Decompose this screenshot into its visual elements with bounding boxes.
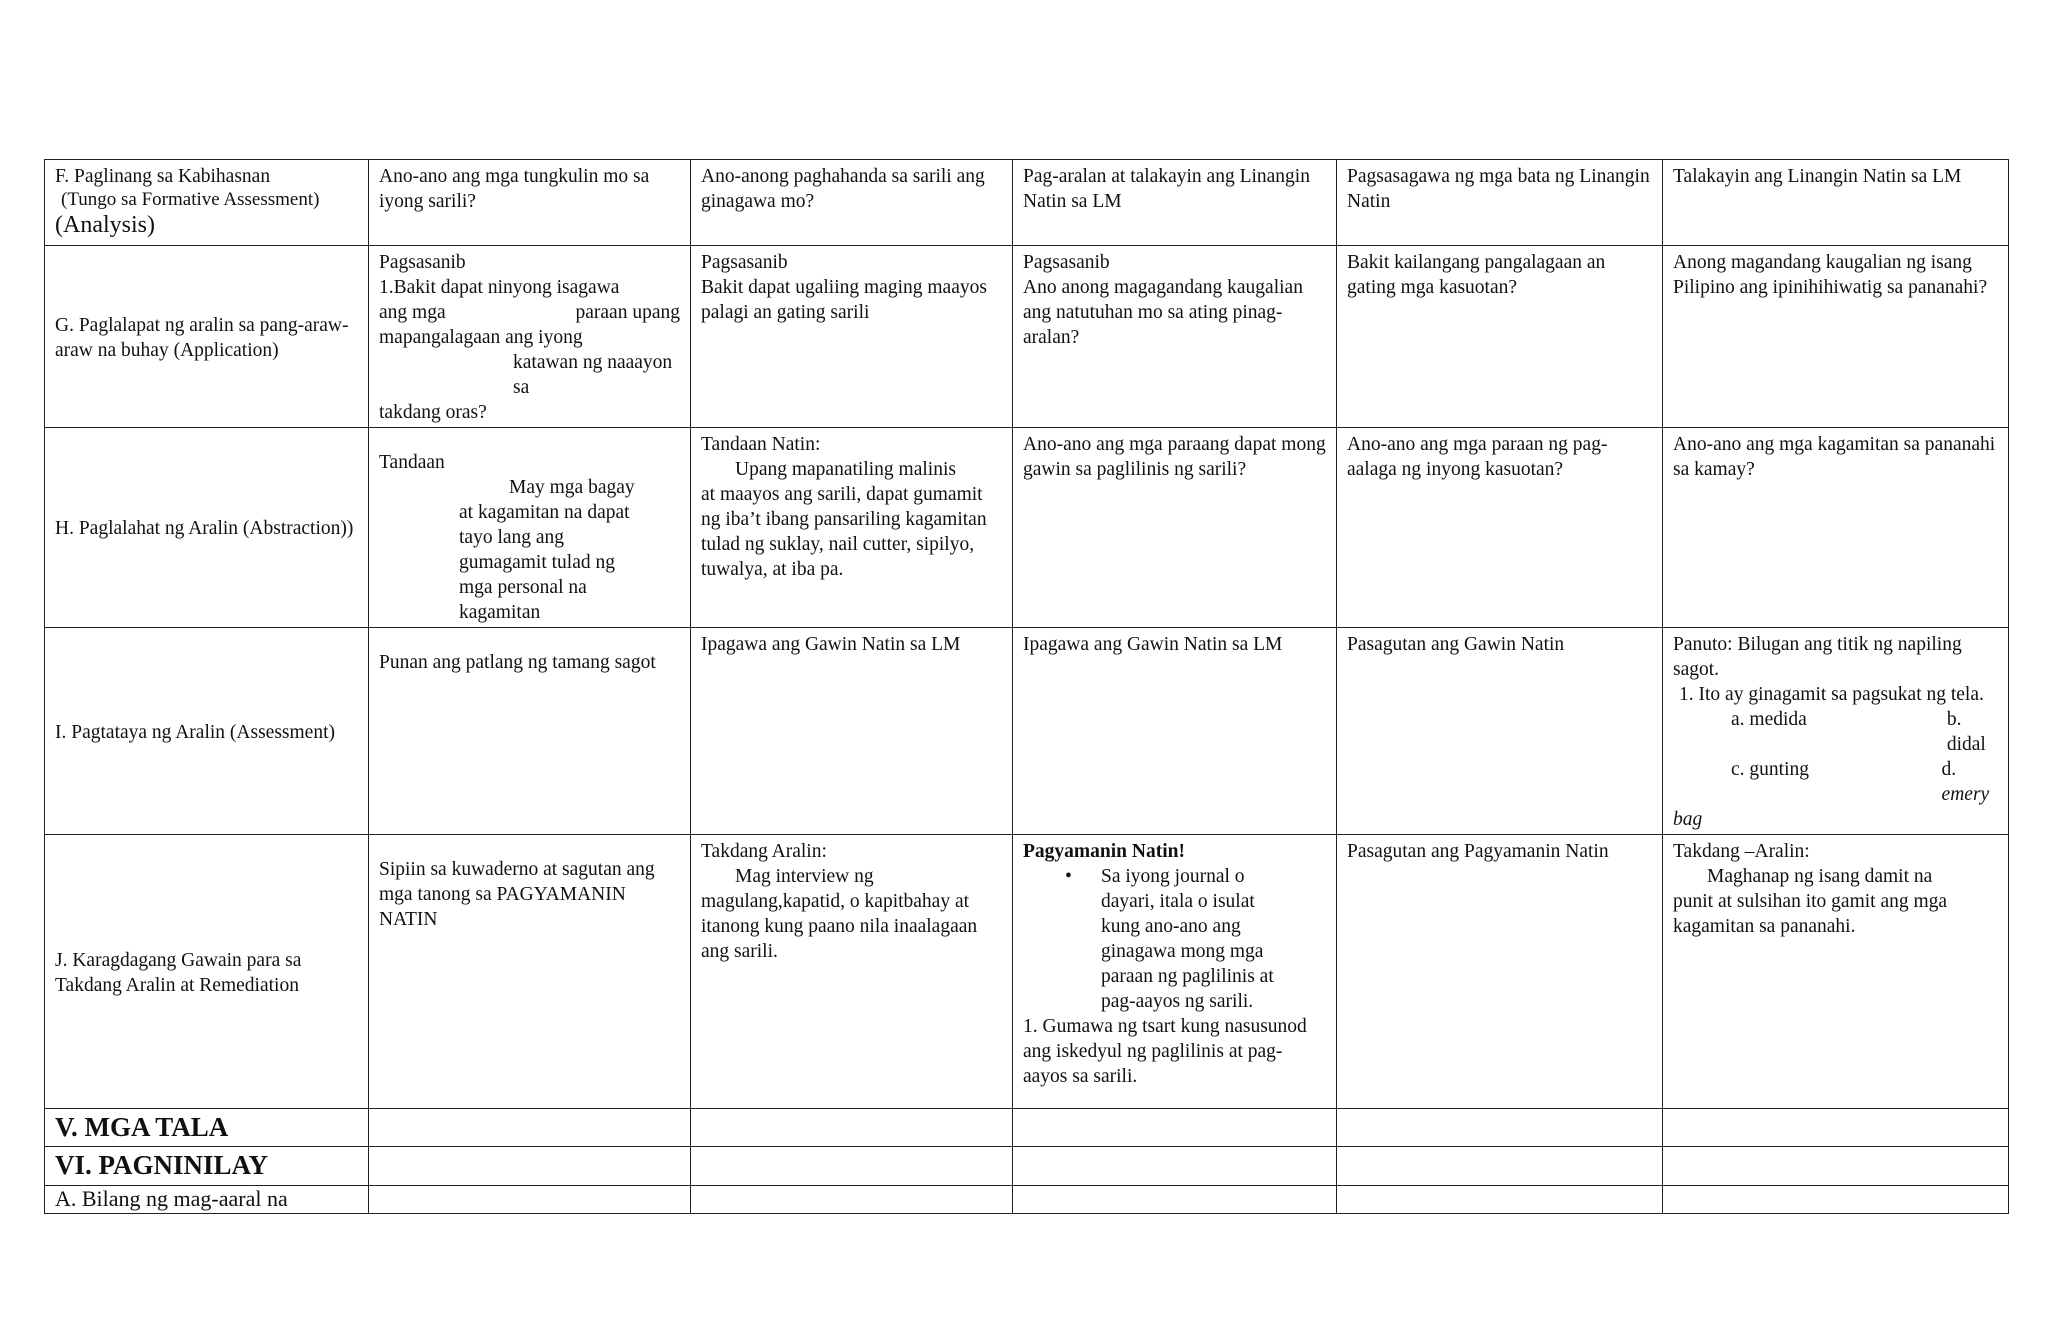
cell-f-2: Ano-anong paghahanda sa sarili ang ginagawa mo? xyxy=(691,160,1013,246)
label-line: (Tungo sa Formative Assessment) xyxy=(61,189,320,210)
cell-j-1: Sipiin sa kuwaderno at sagutan ang mga tanong sa PAGYAMANIN NATIN xyxy=(369,835,691,1109)
cell-j-2 xyxy=(691,835,1013,1109)
choice-c: c. gunting xyxy=(1731,759,1809,780)
empty-cell xyxy=(369,1186,691,1214)
cell-g-4: Bakit kailangang pangalagaan an gating mga kasuotan? xyxy=(1337,246,1663,428)
empty-cell xyxy=(1337,1186,1663,1214)
choice-d-text: emery xyxy=(1941,784,1990,805)
cell-line: Tandaan Natin: xyxy=(701,434,821,455)
row-label-paglalahat: H. Paglalahat ng Aralin (Abstraction)) xyxy=(45,428,369,628)
row-paglalahat xyxy=(45,428,2009,628)
cell-line: Upang mapanatiling malinis xyxy=(735,459,956,480)
cell-f-1: Ano-ano ang mga tungkulin mo sa iyong sarili? xyxy=(369,160,691,246)
cell-text: 1. Gumawa ng tsart kung nasusunod ang iskedyul ng paglilinis at pag-aayos sa sarili. xyxy=(1023,1016,1307,1087)
lesson-plan-table xyxy=(44,159,2009,1214)
cell-line: katawan ng naaayon sa xyxy=(513,352,673,398)
cell-f-4: Pagsasagawa ng mga bata ng Linangin Natin xyxy=(1337,160,1663,246)
section-heading-mga-tala: V. MGA TALA xyxy=(45,1109,369,1147)
cell-text: Ano anong magagandang kaugalian ang natutuhan mo sa ating pinag-aralan? xyxy=(1023,277,1303,348)
cell-text: 1. Ito ay ginagamit sa pagsukat ng tela. xyxy=(1679,684,1984,705)
row-karagdagang-gawain xyxy=(45,835,2009,1109)
cell-j-4: Pasagutan ang Pagyamanin Natin xyxy=(1337,835,1663,1109)
cell-line: Pagsasanib xyxy=(701,252,788,273)
cell-line: Mag interview ng xyxy=(735,866,874,887)
cell-i-1: Punan ang patlang ng tamang sagot xyxy=(369,628,691,835)
empty-cell xyxy=(1013,1147,1337,1186)
cell-line: Tandaan xyxy=(379,452,445,473)
row-bilang xyxy=(45,1186,2009,1214)
empty-cell xyxy=(1013,1109,1337,1147)
cell-line: 1.Bakit dapat ninyong isagawa xyxy=(379,277,620,298)
row-pagtataya xyxy=(45,628,2009,835)
cell-line: Pagsasanib xyxy=(1023,252,1110,273)
empty-cell xyxy=(691,1147,1013,1186)
empty-cell xyxy=(1013,1186,1337,1214)
cell-line: Pagyamanin Natin! xyxy=(1023,841,1185,862)
cell-h-4: Ano-ano ang mga paraan ng pag-aalaga ng inyong kasuotan? xyxy=(1337,428,1663,628)
cell-j-3 xyxy=(1013,835,1337,1109)
cell-line: Maghanap ng isang damit na xyxy=(1707,866,1933,887)
cell-line: mga personal na xyxy=(459,577,587,598)
choice-d-prefix: d. xyxy=(1941,759,1957,780)
empty-cell xyxy=(691,1186,1013,1214)
bullet-icon: • xyxy=(1065,866,1072,887)
cell-line: Pagsasanib xyxy=(379,252,466,273)
empty-cell xyxy=(1663,1109,2009,1147)
cell-g-2 xyxy=(691,246,1013,428)
cell-line: at kagamitan na dapat xyxy=(459,502,630,523)
label-line: F. Paglinang sa Kabihasnan xyxy=(55,166,271,187)
cell-line: dayari, itala o isulat xyxy=(1101,891,1255,912)
cell-h-5: Ano-ano ang mga kagamitan sa pananahi sa kamay? xyxy=(1663,428,2009,628)
cell-line: Sa iyong journal o xyxy=(1101,866,1245,887)
empty-cell xyxy=(369,1109,691,1147)
cell-g-3 xyxy=(1013,246,1337,428)
cell-f-3: Pag-aralan at talakayin ang Linangin Natin sa LM xyxy=(1013,160,1337,246)
cell-i-4: Pasagutan ang Gawin Natin xyxy=(1337,628,1663,835)
choice-row xyxy=(1673,707,1998,757)
cell-g-5: Anong magandang kaugalian ng isang Pilipino ang ipinihihiwatig sa pananahi? xyxy=(1663,246,2009,428)
section-heading-pagninilay: VI. PAGNINILAY xyxy=(45,1147,369,1186)
cell-h-3: Ano-ano ang mga paraang dapat mong gawin sa paglilinis ng sarili? xyxy=(1013,428,1337,628)
row-label-pagtataya: I. Pagtataya ng Aralin (Assessment) xyxy=(45,628,369,835)
row-label-bilang: A. Bilang ng mag-aaral na xyxy=(45,1186,369,1214)
cell-line xyxy=(379,300,680,325)
empty-cell xyxy=(691,1109,1013,1147)
cell-line: ginagawa mong mga xyxy=(1101,941,1264,962)
cell-line: kagamitan xyxy=(459,602,541,623)
row-label-karagdagang-gawain: J. Karagdagang Gawain para sa Takdang Aralin at Remediation xyxy=(45,835,369,1109)
choice-a: a. medida xyxy=(1731,709,1807,730)
bullet-item xyxy=(1023,864,1326,1014)
cell-text: ang mga xyxy=(379,302,446,323)
cell-f-5: Talakayin ang Linangin Natin sa LM xyxy=(1663,160,2009,246)
cell-text: Bakit dapat ugaliing maging maayos palagi an gating sarili xyxy=(701,277,987,323)
cell-line: takdang oras? xyxy=(379,402,487,423)
cell-i-3: Ipagawa ang Gawin Natin sa LM xyxy=(1013,628,1337,835)
cell-i-2: Ipagawa ang Gawin Natin sa LM xyxy=(691,628,1013,835)
empty-cell xyxy=(369,1147,691,1186)
row-paglalapat xyxy=(45,246,2009,428)
row-label-paglalapat: G. Paglalapat ng aralin sa pang-araw-araw na buhay (Application) xyxy=(45,246,369,428)
cell-h-1 xyxy=(369,428,691,628)
label-line: (Analysis) xyxy=(55,212,155,238)
cell-g-1 xyxy=(369,246,691,428)
choice-b: b. didal xyxy=(1946,709,1986,755)
cell-text: Panuto: Bilugan ang titik ng napiling sagot. xyxy=(1673,634,1962,680)
cell-line: paraan ng paglilinis at xyxy=(1101,966,1274,987)
cell-j-5 xyxy=(1663,835,2009,1109)
cell-line: tayo lang ang xyxy=(459,527,565,548)
row-label-paglinang xyxy=(45,160,369,246)
choice-d xyxy=(1866,757,1998,807)
cell-line: May mga bagay xyxy=(509,477,635,498)
empty-cell xyxy=(1337,1147,1663,1186)
choice-d-text-cont: bag xyxy=(1673,809,1703,830)
empty-cell xyxy=(1337,1109,1663,1147)
cell-line: Takdang Aralin: xyxy=(701,841,827,862)
cell-line: gumagamit tulad ng xyxy=(459,552,615,573)
cell-text: punit at sulsihan ito gamit ang mga kagamitan sa pananahi. xyxy=(1673,891,1948,937)
cell-line: pag-aayos ng sarili. xyxy=(1101,991,1254,1012)
cell-text: magulang,kapatid, o kapitbahay at itanong kung paano nila inaalagaan ang sarili. xyxy=(701,891,978,962)
cell-line: Takdang –Aralin: xyxy=(1673,841,1810,862)
row-pagninilay xyxy=(45,1147,2009,1186)
cell-line: mapangalagaan ang iyong xyxy=(379,327,583,348)
cell-text: paraan upang xyxy=(575,302,680,323)
empty-cell xyxy=(1663,1147,2009,1186)
cell-h-2 xyxy=(691,428,1013,628)
cell-i-5 xyxy=(1663,628,2009,835)
choice-row xyxy=(1673,757,1998,807)
cell-text: at maayos ang sarili, dapat gumamit ng iba’t ibang pansariling kagamitan tulad ng suklay, nail cutter, sipilyo, tuwalya, at iba pa. xyxy=(701,484,987,580)
empty-cell xyxy=(1663,1186,2009,1214)
row-paglinang xyxy=(45,160,2009,246)
row-mga-tala xyxy=(45,1109,2009,1147)
cell-line: kung ano-ano ang xyxy=(1101,916,1241,937)
